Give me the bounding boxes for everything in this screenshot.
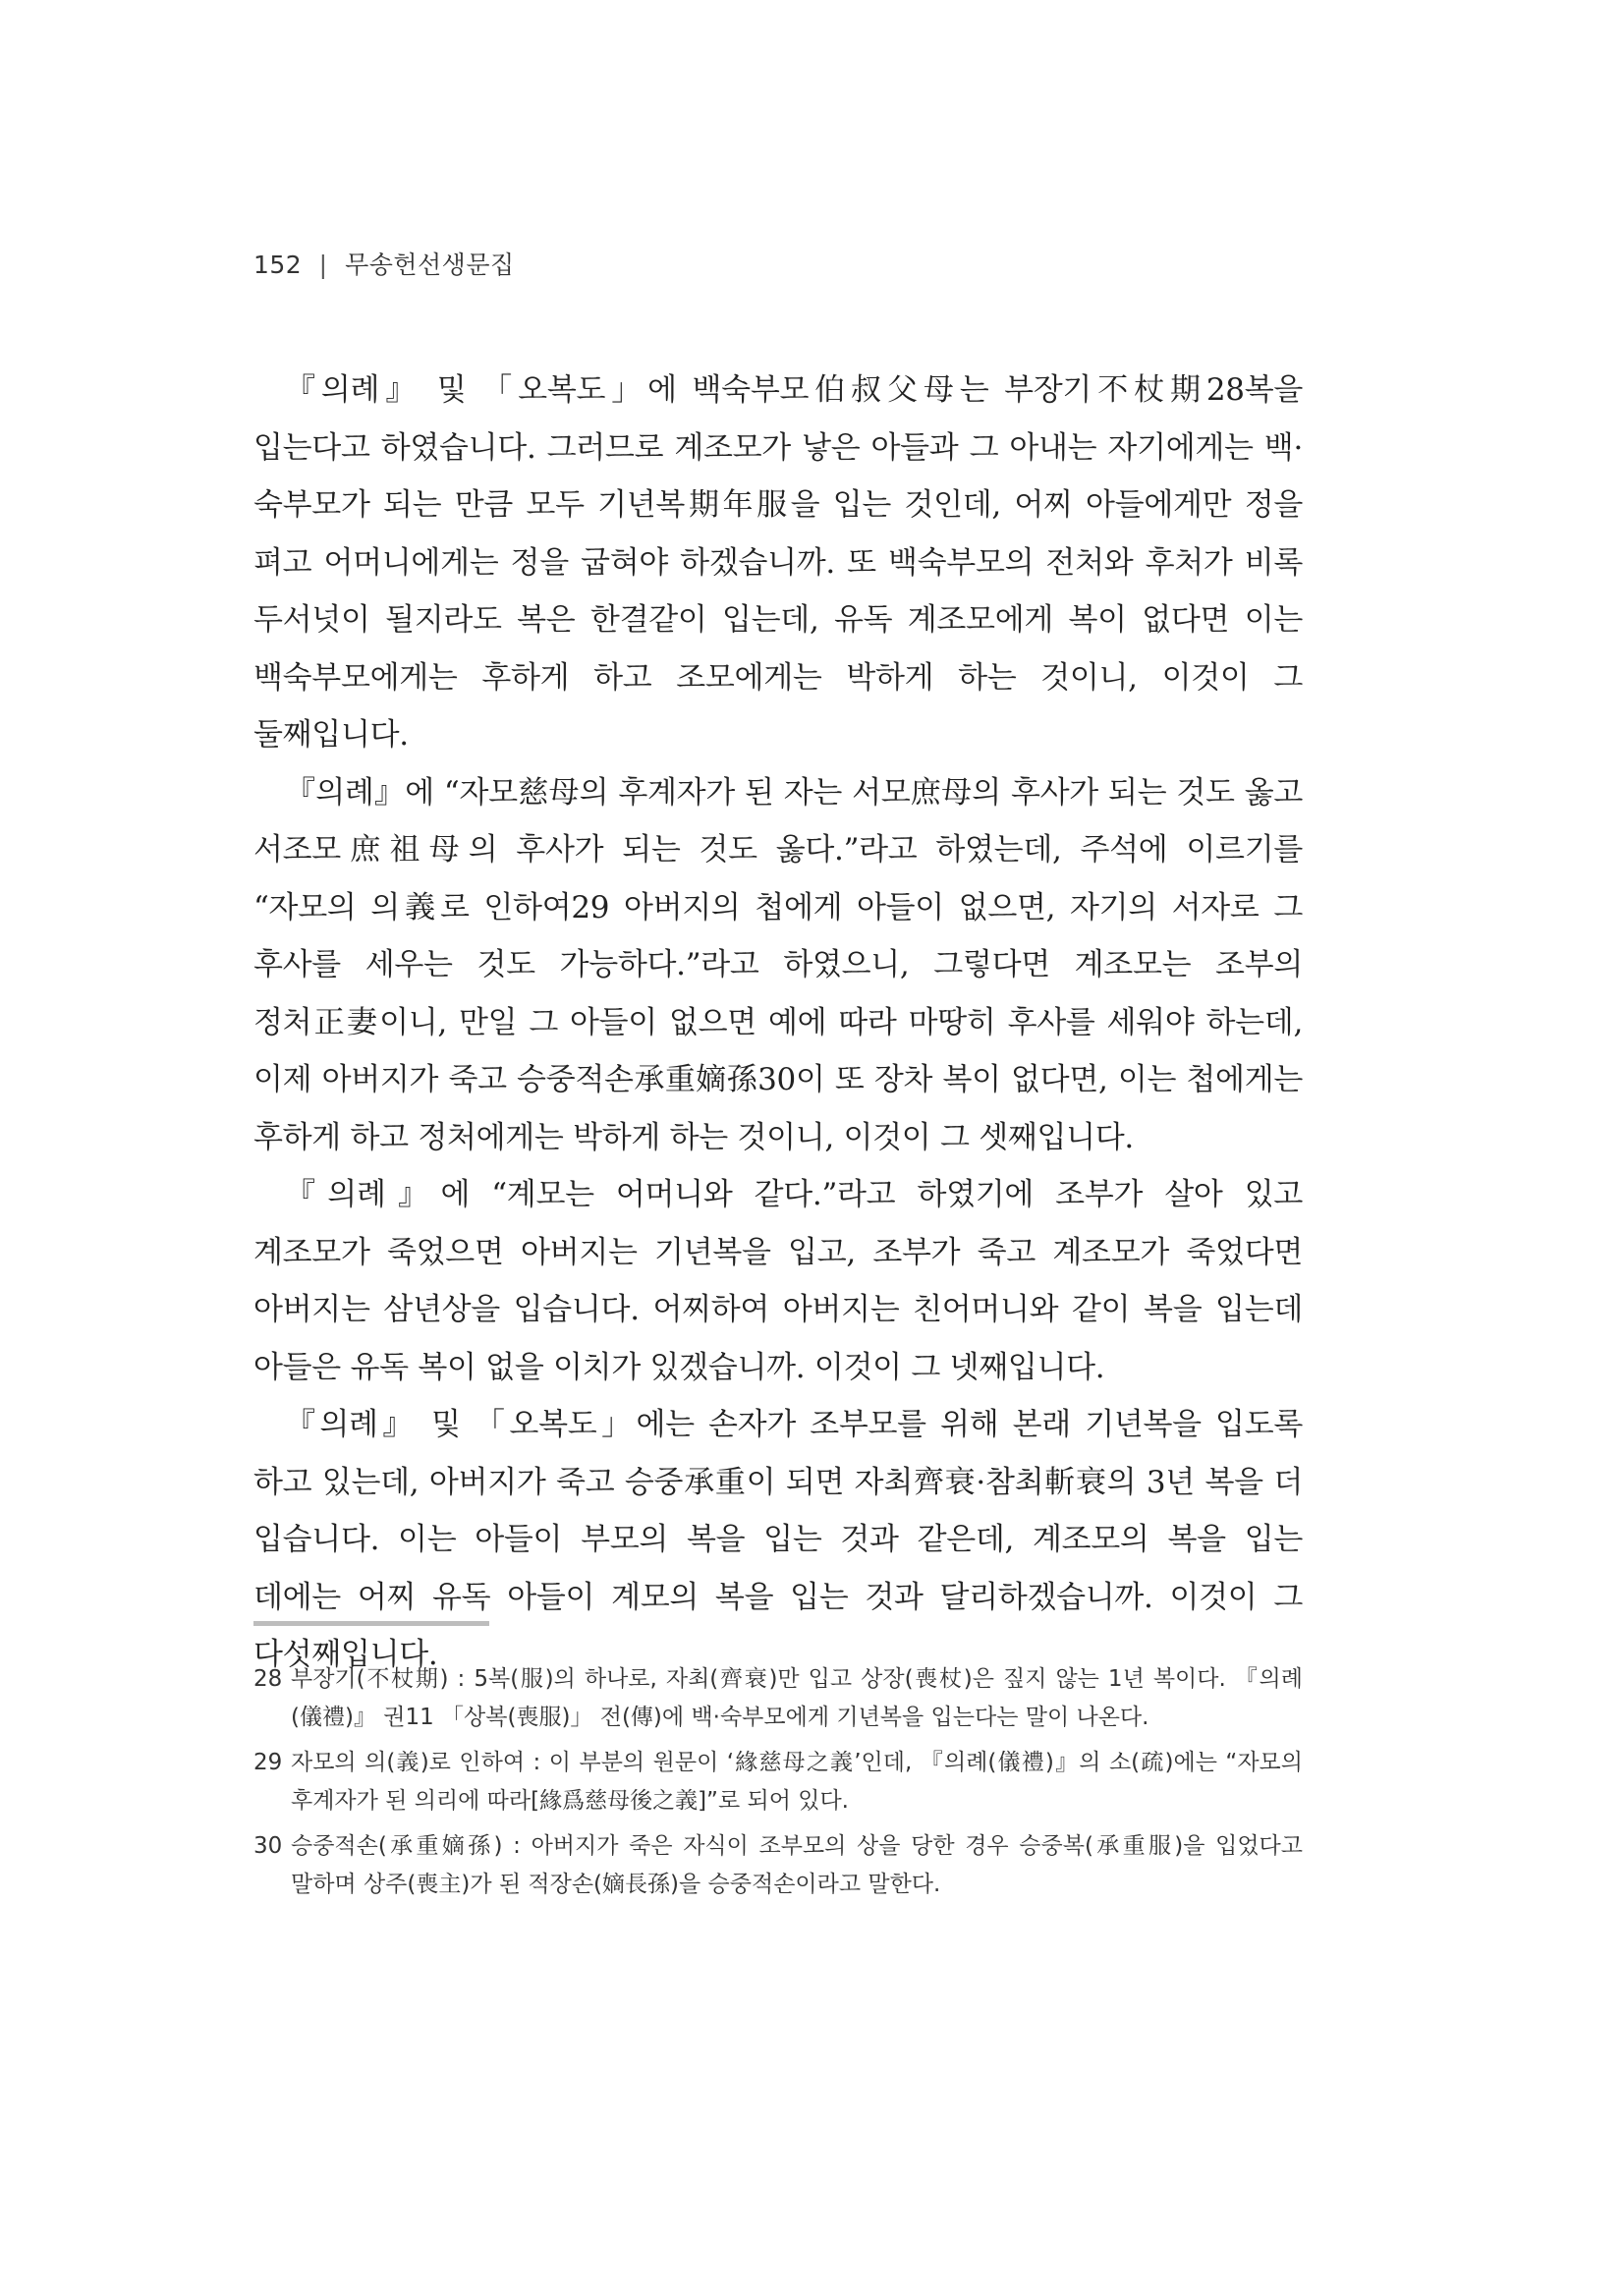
header-separator: | (318, 251, 328, 279)
footnote-text: 승중적손(承重嫡孫) : 아버지가 죽은 자식이 조부모의 상을 당한 경우 승중복(承重服)을 입었다고 말하며 상주(喪主)가 된 적장손(嫡長孫)을 승중적손이라고 말한다. (291, 1833, 1303, 1897)
footnote-text: 자모의 의(義)로 인하여 : 이 부분의 원문이 ‘緣慈母之義’인데, 『의례(儀禮)』의 소(疏)에는 “자모의 후계자가 된 의리에 따라[緣爲慈母後之義]”로 되어 있다. (291, 1750, 1303, 1814)
footnote-text: 부장기(不杖期) : 5복(服)의 하나로, 자최(齊衰)만 입고 상장(喪杖)은 짚지 않는 1년 복이다. 『의례(儀禮)』 권11 「상복(喪服)」 전(傳)에 백·숙부모에게 기년복을 입는다는 말이 나온다. (291, 1666, 1303, 1730)
footnote (253, 1827, 1303, 1904)
running-head (253, 246, 515, 281)
footnote (253, 1660, 1303, 1737)
paragraph: 『의례』에 “자모慈母의 후계자가 된 자는 서모庶母의 후사가 되는 것도 옳고 서조모庶祖母의 후사가 되는 것도 옳다.”라고 하였는데, 주석에 이르기를 “자모의 의義로 인하여29 아버지의 첩에게 아들이 없으면, 자기의 서자로 그 후사를 세우는 것도 가능하다.”라고 하였으니, 그렇다면 계조모는 조부의 정처正妻이니, 만일 그 아들이 없으면 예에 따라 마땅히 후사를 세워야 하는데, 이제 아버지가 죽고 승중적손承重嫡孫30이 또 장차 복이 없다면, 이는 첩에게는 후하게 하고 정처에게는 박하게 하는 것이니, 이것이 그 셋째입니다. (253, 774, 1303, 1155)
footnotes (253, 1660, 1303, 1911)
footnote-number: 28 (253, 1666, 283, 1692)
paragraph: 『의례』에 “계모는 어머니와 같다.”라고 하였기에 조부가 살아 있고 계조모가 죽었으면 아버지는 기년복을 입고, 조부가 죽고 계조모가 죽었다면 아버지는 삼년상을 입습니다. 어찌하여 아버지는 친어머니와 같이 복을 입는데 아들은 유독 복이 없을 이치가 있겠습니까. 이것이 그 넷째입니다. (253, 1177, 1303, 1385)
footnote-number: 30 (253, 1833, 283, 1859)
footnote (253, 1744, 1303, 1820)
paragraph: 『의례』 및 「오복도」에는 손자가 조부모를 위해 본래 기년복을 입도록 하고 있는데, 아버지가 죽고 승중承重이 되면 자최齊衰·참최斬衰의 3년 복을 더 입습니다. 이는 아들이 부모의 복을 입는 것과 같은데, 계조모의 복을 입는 데에는 어찌 유독 아들이 계모의 복을 입는 것과 달리하겠습니까. 이것이 그 다섯째입니다. (253, 1407, 1303, 1672)
book-title: 무송헌선생문집 (345, 251, 515, 279)
paragraph: 『의례』 및 「오복도」에 백숙부모伯叔父母는 부장기不杖期28복을 입는다고 하였습니다. 그러므로 계조모가 낳은 아들과 그 아내는 자기에게는 백·숙부모가 되는 만큼 모두 기년복期年服을 입는 것인데, 어찌 아들에게만 정을 펴고 어머니에게는 정을 굽혀야 하겠습니까. 또 백숙부모의 전처와 후처가 비록 두서넛이 될지라도 복은 한결같이 입는데, 유독 계조모에게 복이 없다면 이는 백숙부모에게는 후하게 하고 조모에게는 박하게 하는 것이니, 이것이 그 둘째입니다. (253, 372, 1303, 753)
footnote-divider (253, 1621, 489, 1626)
page-number: 152 (253, 251, 303, 279)
main-text (253, 362, 1303, 1684)
footnote-number: 29 (253, 1750, 283, 1775)
